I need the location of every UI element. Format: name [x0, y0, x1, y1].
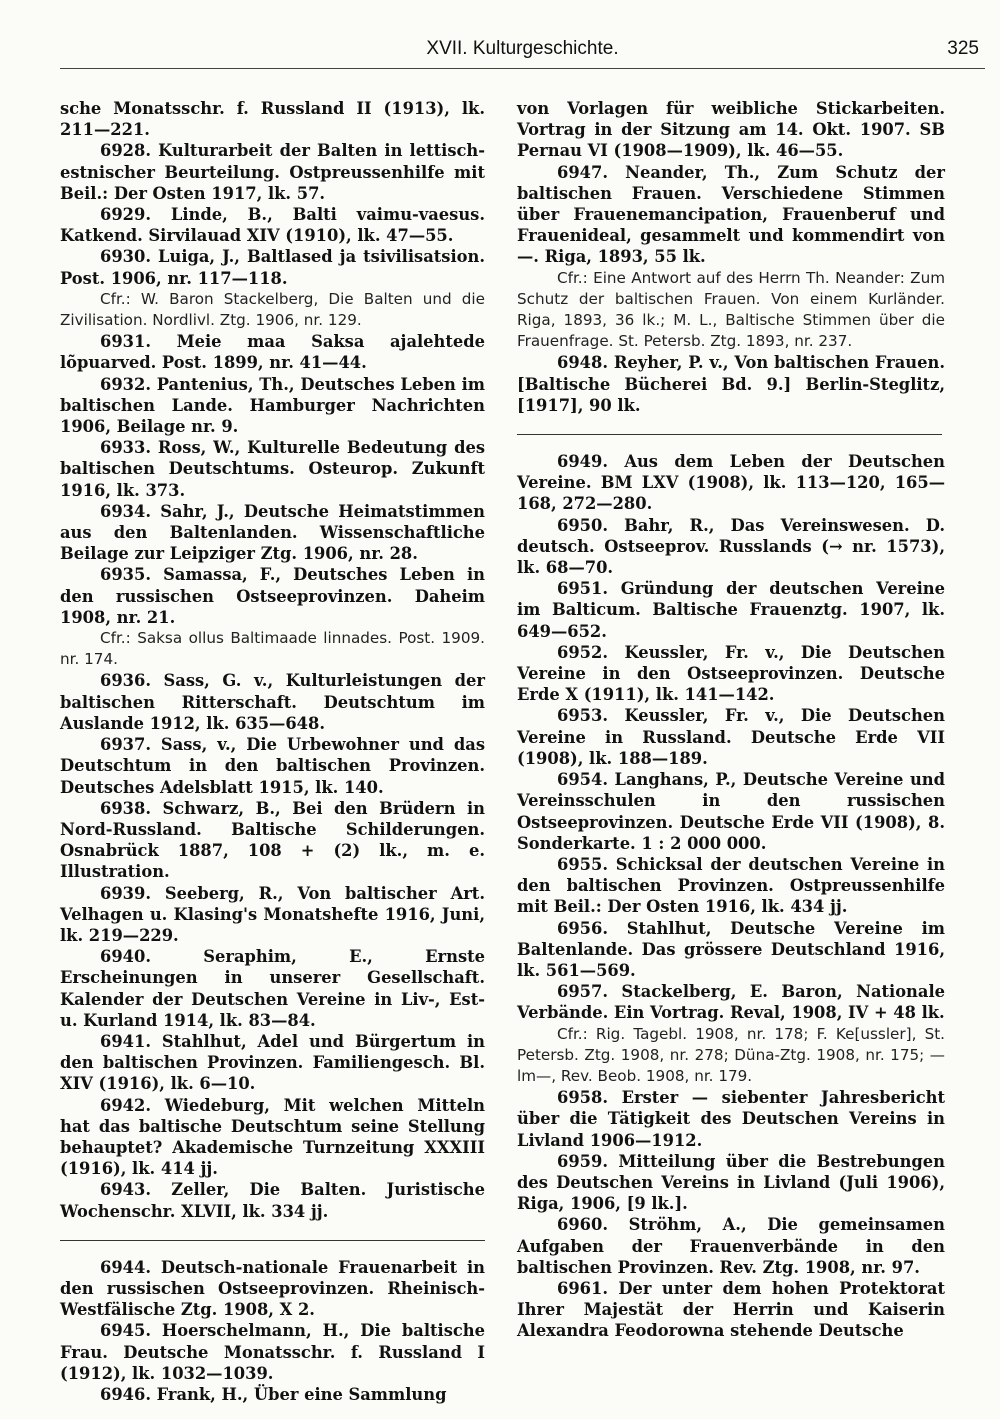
- bibliography-entry: 6938. Schwarz, B., Bei den Brüdern in Nord-Russland. Baltische Schilderungen. Osnabrück 1887, 108 + (2) lk., m. e. Illustration.: [60, 798, 485, 882]
- bibliography-entry: 6933. Ross, W., Kulturelle Bedeutung des baltischen Deutschtums. Osteurop. Zukunft 1916, lk. 373.: [60, 438, 485, 500]
- bibliography-entry: 6940. Seraphim, E., Ernste Erscheinungen in unserer Gesellschaft. Kalender der Deutschen Vereine in Liv-, Est- u. Kurland 1914, lk. 83—84.: [60, 947, 485, 1030]
- bibliography-entry: 6937. Sass, v., Die Urbewohner und das Deutschtum in den baltischen Provinzen. Deutsches Adelsblatt 1915, lk. 140.: [60, 735, 485, 797]
- bibliography-entry: 6954. Langhans, P., Deutsche Vereine und Vereinsschulen in den russischen Ostseeprovinzen. Deutsche Erde VII (1908), 8. Sonderkarte. 1 : 2 000 000.: [517, 770, 945, 853]
- page-number: 325: [947, 38, 979, 59]
- bibliography-entry: 6932. Pantenius, Th., Deutsches Leben im baltischen Lande. Hamburger Nachrichten 1906, Beilage nr. 9.: [60, 374, 485, 437]
- header-rule: [60, 68, 985, 69]
- bibliography-entry: 6944. Deutsch-nationale Frauenarbeit in den russischen Ostseeprovinzen. Rheinisch-Westfälische Ztg. 1908, X 2.: [60, 1257, 485, 1320]
- bibliography-entry: 6934. Sahr, J., Deutsche Heimatstimmen aus den Baltenlanden. Wissenschaftliche Beilage zur Leipziger Ztg. 1906, nr. 28.: [60, 501, 485, 564]
- left-column: [60, 98, 485, 1405]
- bibliography-entry: 6955. Schicksal der deutschen Vereine in den baltischen Provinzen. Ostpreussenhilfe mit Beil.: Der Osten 1916, lk. 434 jj.: [517, 854, 945, 917]
- bibliography-entry: 6951. Gründung der deutschen Vereine im Balticum. Baltische Frauenztg. 1907, lk. 649—652.: [517, 579, 945, 641]
- bibliography-entry: 6958. Erster — siebenter Jahresbericht über die Tätigkeit des Deutschen Vereins in Livland 1906—1912.: [517, 1088, 945, 1150]
- bibliography-entry: 6942. Wiedeburg, Mit welchen Mitteln hat das baltische Deutschtum seine Stellung behauptet? Akademische Turnzeitung XXXIII (1916), lk. 414 jj.: [60, 1095, 485, 1179]
- bibliography-entry: von Vorlagen für weibliche Stickarbeiten. Vortrag in der Sitzung am 14. Okt. 1907. SB Pernau VI (1908—1909), lk. 46—55.: [517, 99, 945, 161]
- running-header: [60, 38, 985, 70]
- bibliography-entry: 6929. Linde, B., Balti vaimu-vaesus. Katkend. Sirvilauad XIV (1910), lk. 47—55.: [60, 205, 485, 246]
- bibliography-entry: 6957. Stackelberg, E. Baron, Nationale Verbände. Ein Vortrag. Reval, 1908, IV + 48 lk.: [517, 982, 945, 1023]
- bibliography-entry: 6948. Reyher, P. v., Von baltischen Frauen. [Baltische Bücherei Bd. 9.] Berlin-Steglitz, [1917], 90 lk.: [517, 353, 945, 415]
- section-separator: [517, 434, 942, 435]
- cfr-note: Cfr.: W. Baron Stackelberg, Die Balten und die Zivilisation. Nordlivl. Ztg. 1906, nr. 129.: [60, 289, 485, 330]
- bibliography-entry: 6945. Hoerschelmann, H., Die baltische Frau. Deutsche Monatsschr. f. Russland I (1912), lk. 1032—1039.: [60, 1321, 485, 1383]
- bibliography-entry: 6943. Zeller, Die Balten. Juristische Wochenschr. XLVII, lk. 334 jj.: [60, 1180, 485, 1221]
- bibliography-entry: 6939. Seeberg, R., Von baltischer Art. Velhagen u. Klasing's Monatshefte 1916, Juni, lk. 219—229.: [60, 883, 485, 945]
- bibliography-entry: 6946. Frank, H., Über eine Sammlung: [100, 1384, 447, 1404]
- bibliography-entry: 6960. Ströhm, A., Die gemeinsamen Aufgaben der Frauenverbände in den baltischen Provinzen. Rev. Ztg. 1908, nr. 97.: [517, 1215, 945, 1277]
- bibliography-entry: 6936. Sass, G. v., Kulturleistungen der baltischen Ritterschaft. Deutschtum im Auslande 1912, lk. 635—648.: [60, 671, 485, 733]
- bibliography-entry: 6941. Stahlhut, Adel und Bürgertum in den baltischen Provinzen. Familiengesch. Bl. XIV (1916), lk. 6—10.: [60, 1031, 485, 1094]
- cfr-note: Cfr.: Saksa ollus Baltimaade linnades. Post. 1909. nr. 174.: [60, 629, 485, 669]
- bibliography-entry: 6961. Der unter dem hohen Protektorat Ihrer Majestät der Herrin und Kaiserin Alexandra Feodorowna stehende Deutsche: [517, 1278, 945, 1341]
- bibliography-entry: 6956. Stahlhut, Deutsche Vereine im Baltenlande. Das grössere Deutschland 1916, lk. 561—569.: [517, 918, 945, 980]
- chapter-title: XVII. Kulturgeschichte.: [426, 38, 619, 59]
- bibliography-entry: 6952. Keussler, Fr. v., Die Deutschen Vereine in den Ostseeprovinzen. Deutsche Erde X (1911), lk. 141—142.: [517, 642, 945, 705]
- section-separator: [60, 1240, 485, 1241]
- bibliography-entry: 6930. Luiga, J., Baltlased ja tsivilisatsion. Post. 1906, nr. 117—118.: [60, 247, 485, 288]
- cfr-note: Cfr.: Eine Antwort auf des Herrn Th. Neander: Zum Schutz der baltischen Frauen. Von einem Kurländer. Riga, 1893, 36 lk.; M. L., Baltische Stimmen über die Frauenfrage. St. Petersb. Ztg. 1893, nr. 237.: [517, 268, 945, 351]
- bibliography-entry: 6959. Mitteilung über die Bestrebungen des Deutschen Vereins in Livland (Juli 1906), Riga, 1906, [9 lk.].: [517, 1151, 945, 1214]
- bibliography-entry: 6935. Samassa, F., Deutsches Leben in den russischen Ostseeprovinzen. Daheim 1908, nr. 21.: [60, 565, 485, 627]
- bibliography-entry: 6950. Bahr, R., Das Vereinswesen. D. deutsch. Ostseeprov. Russlands (→ nr. 1573), lk. 68—70.: [517, 515, 945, 578]
- cfr-note: Cfr.: Rig. Tagebl. 1908, nr. 178; F. Ke[ussler], St. Petersb. Ztg. 1908, nr. 278; Düna-Ztg. 1908, nr. 175; —lm—, Rev. Beob. 1908, nr. 179.: [517, 1024, 945, 1085]
- bibliography-entry: 6953. Keussler, Fr. v., Die Deutschen Vereine in Russland. Deutsche Erde VII (1908), lk. 188—189.: [517, 706, 945, 768]
- bibliography-entry: 6949. Aus dem Leben der Deutschen Vereine. BM LXV (1908), lk. 113—120, 165—168, 272—280.: [517, 452, 945, 514]
- bibliography-entry: 6931. Meie maa Saksa ajalehtede lõpuarved. Post. 1899, nr. 41—44.: [60, 332, 485, 373]
- bibliography-entry: sche Monatsschr. f. Russland II (1913), lk. 211—221.: [60, 99, 485, 140]
- right-column: [517, 98, 945, 1342]
- bibliography-entry: 6928. Kulturarbeit der Balten in lettisch-estnischer Beurteilung. Ostpreussenhilfe mit Beil.: Der Osten 1917, lk. 57.: [60, 141, 485, 203]
- bibliography-entry: 6947. Neander, Th., Zum Schutz der baltischen Frauen. Verschiedene Stimmen über Frauenemancipation, Frauenberuf und Frauenideal, gesammelt und kommendirt von —. Riga, 1893, 55 lk.: [517, 162, 945, 267]
